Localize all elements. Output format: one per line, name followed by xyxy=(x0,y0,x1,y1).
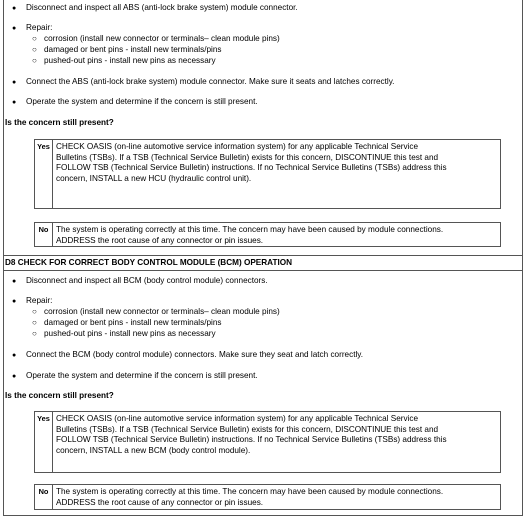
bullet-icon: ● xyxy=(12,5,17,12)
no-response-bcm xyxy=(34,484,501,510)
no-label: No xyxy=(35,485,53,509)
bullet-icon: ● xyxy=(12,25,17,32)
no-text: The system is operating correctly at this time. The concern may have been caused by module connections. ADDRESS the root cause of any connector or pin issues. xyxy=(56,487,444,507)
repair-item: ○ damaged or bent pins - install new terminals/pins xyxy=(32,318,222,327)
question-abs: Is the concern still present? xyxy=(5,118,114,127)
circle-bullet-icon: ○ xyxy=(32,318,37,327)
repair-item: ○ pushed-out pins - install new pins as necessary xyxy=(32,56,216,65)
yes-label: Yes xyxy=(35,412,53,472)
no-label: No xyxy=(35,223,53,246)
bullet-icon: ● xyxy=(12,298,17,305)
step-operate-abs: ● Operate the system and determine if the concern is still present. xyxy=(12,97,258,109)
bullet-icon: ● xyxy=(12,352,17,359)
repair-item: ○ pushed-out pins - install new pins as necessary xyxy=(32,329,216,338)
bullet-icon: ● xyxy=(12,79,17,86)
bullet-icon: ● xyxy=(12,278,17,285)
yes-response-bcm xyxy=(34,411,501,473)
circle-bullet-icon: ○ xyxy=(32,34,37,43)
repair-label-bcm: ● Repair: xyxy=(12,296,52,308)
step-connect-bcm: ● Connect the BCM (body control module) connectors. Make sure they seat and latch correctly. xyxy=(12,350,363,362)
section-divider xyxy=(4,270,522,271)
step-operate-bcm: ● Operate the system and determine if the concern is still present. xyxy=(12,371,258,383)
no-text: The system is operating correctly at this time. The concern may have been caused by module connections. ADDRESS the root cause of any connector or pin issues. xyxy=(56,225,444,245)
no-response-abs xyxy=(34,222,501,247)
repair-item: ○ corrosion (install new connector or terminals– clean module pins) xyxy=(32,307,280,316)
repair-item: ○ corrosion (install new connector or terminals– clean module pins) xyxy=(32,34,280,43)
circle-bullet-icon: ○ xyxy=(32,56,37,65)
circle-bullet-icon: ○ xyxy=(32,329,37,338)
repair-item: ○ damaged or bent pins - install new terminals/pins xyxy=(32,45,222,54)
step-connect-abs: ● Connect the ABS (anti-lock brake system) module connector. Make sure it seats and latches correctly. xyxy=(12,77,394,89)
yes-text: CHECK OASIS (on-line automotive service information system) for any applicable Technical Service Bulletins (TSBs). If a TSB (Technical Service Bulletin) exists for this concern, DISCONTINUE this test and FOLLOW TSB (Technical Service Bulletin) instructions. If no Technical Service Bulletins (TSBs) address this concern, INSTALL a new HCU (hydraulic control unit). xyxy=(56,142,447,184)
bullet-icon: ● xyxy=(12,99,17,106)
yes-label: Yes xyxy=(35,140,53,208)
bullet-icon: ● xyxy=(12,373,17,380)
yes-text: CHECK OASIS (on-line automotive service information system) for any applicable Technical Service Bulletins (TSBs). If a TSB (Technical Service Bulletin) exists for this concern, DISCONTINUE this test and FOLLOW TSB (Technical Service Bulletin) instructions. If no Technical Service Bulletins (TSBs) address this concern, INSTALL a new BCM (body control module). xyxy=(56,414,447,456)
repair-label-abs: ● Repair: xyxy=(12,23,52,35)
step-disconnect-bcm: ● Disconnect and inspect all BCM (body control module) connectors. xyxy=(12,276,268,288)
yes-response-abs xyxy=(34,139,501,209)
question-bcm: Is the concern still present? xyxy=(5,391,114,400)
step-disconnect-abs: ● Disconnect and inspect all ABS (anti-lock brake system) module connector. xyxy=(12,3,298,15)
circle-bullet-icon: ○ xyxy=(32,307,37,316)
procedure-page xyxy=(3,0,523,516)
circle-bullet-icon: ○ xyxy=(32,45,37,54)
section-divider xyxy=(4,255,522,256)
section-heading-d8: D8 CHECK FOR CORRECT BODY CONTROL MODULE (BCM) OPERATION xyxy=(5,258,293,267)
